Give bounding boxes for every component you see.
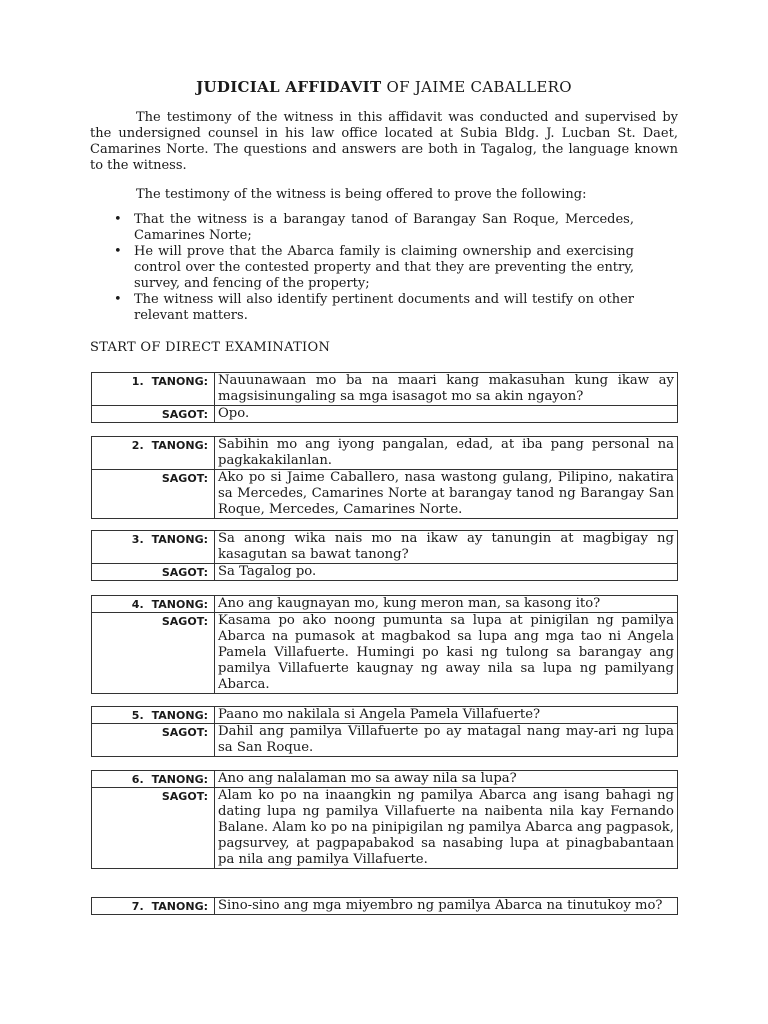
qa-table-7 [91, 897, 678, 915]
qa-table-2 [91, 436, 678, 519]
answer-label: SAGOT: [92, 724, 215, 757]
qa-table-4 [91, 595, 678, 694]
question-label: 2. TANONG: [92, 437, 215, 470]
title-bold: JUDICIAL AFFIDAVIT [196, 78, 382, 96]
question-text: Ano ang nalalaman mo sa away nila sa lupa? [215, 771, 678, 788]
purpose-paragraph: The testimony of the witness is being offered to prove the following: [136, 187, 587, 202]
question-label: 4. TANONG: [92, 596, 215, 613]
answer-label: SAGOT: [92, 788, 215, 869]
question-text: Sino-sino ang mga miyembro ng pamilya Abarca na tinutukoy mo? [215, 898, 678, 915]
question-text: Nauunawaan mo ba na maari kang makasuhan kung ikaw ay magsisinungaling sa mga isasagot mo sa akin ngayon? [215, 373, 678, 406]
question-text: Paano mo nakilala si Angela Pamela Villafuerte? [215, 707, 678, 724]
answer-text: Ako po si Jaime Caballero, nasa wastong gulang, Pilipino, nakatira sa Mercedes, Camarines Norte at barangay tanod ng Barangay San Roque, Mercedes, Camarines Norte. [215, 470, 678, 519]
answer-text: Alam ko po na inaangkin ng pamilya Abarca ang isang bahagi ng dating lupa ng pamilya Villafuerte na naibenta nila kay Fernando Balane. Alam ko po na pinipigilan ng pamilya Abarca ang pagpasok, pagsurvey, at pagpapabakod sa nasabing lupa at pinagbabantaan pa nila ang pamilya Villafuerte. [215, 788, 678, 869]
qa-table-6 [91, 770, 678, 869]
question-label: 5. TANONG: [92, 707, 215, 724]
answer-label: SAGOT: [92, 613, 215, 694]
answer-text: Kasama po ako noong pumunta sa lupa at pinigilan ng pamilya Abarca na pumasok at magbakod sa lupa ang mga tao ni Angela Pamela Villafuerte. Humingi po kasi ng tulong sa barangay ang pamilya Villafuerte kaugnay ng away nila sa lupa ng pamilyang Abarca. [215, 613, 678, 694]
section-heading: START OF DIRECT EXAMINATION [90, 340, 331, 355]
document-title [0, 78, 768, 96]
question-text: Ano ang kaugnayan mo, kung meron man, sa kasong ito? [215, 596, 678, 613]
answer-text: Opo. [215, 406, 678, 423]
answer-label: SAGOT: [92, 470, 215, 519]
qa-table-5 [91, 706, 678, 757]
question-label: 3. TANONG: [92, 531, 215, 564]
question-label: 7. TANONG: [92, 898, 215, 915]
bullet-item: • He will prove that the Abarca family is claiming ownership and exercising control over the contested property and that they are preventing the entry, survey, and fencing of the property; [90, 244, 634, 292]
qa-table-1 [91, 372, 678, 423]
title-rest: OF JAIME CABALLERO [386, 78, 572, 96]
bullet-item: • That the witness is a barangay tanod of Barangay San Roque, Mercedes, Camarines Norte; [90, 212, 634, 244]
answer-text: Dahil ang pamilya Villafuerte po ay matagal nang may-ari ng lupa sa San Roque. [215, 724, 678, 757]
bullet-item: • The witness will also identify pertinent documents and will testify on other relevant matters. [90, 292, 634, 324]
intro-paragraph: The testimony of the witness in this affidavit was conducted and supervised by the undersigned counsel in his law office located at Subia Bldg. J. Lucban St. Daet, Camarines Norte. The questions and answers are both in Tagalog, the language known to the witness. [90, 110, 678, 173]
question-label: 1. TANONG: [92, 373, 215, 406]
purpose-bullet-list [90, 212, 634, 324]
qa-table-3 [91, 530, 678, 581]
answer-label: SAGOT: [92, 564, 215, 581]
answer-label: SAGOT: [92, 406, 215, 423]
question-label: 6. TANONG: [92, 771, 215, 788]
answer-text: Sa Tagalog po. [215, 564, 678, 581]
question-text: Sabihin mo ang iyong pangalan, edad, at iba pang personal na pagkakakilanlan. [215, 437, 678, 470]
question-text: Sa anong wika nais mo na ikaw ay tanungin at magbigay ng kasagutan sa bawat tanong? [215, 531, 678, 564]
